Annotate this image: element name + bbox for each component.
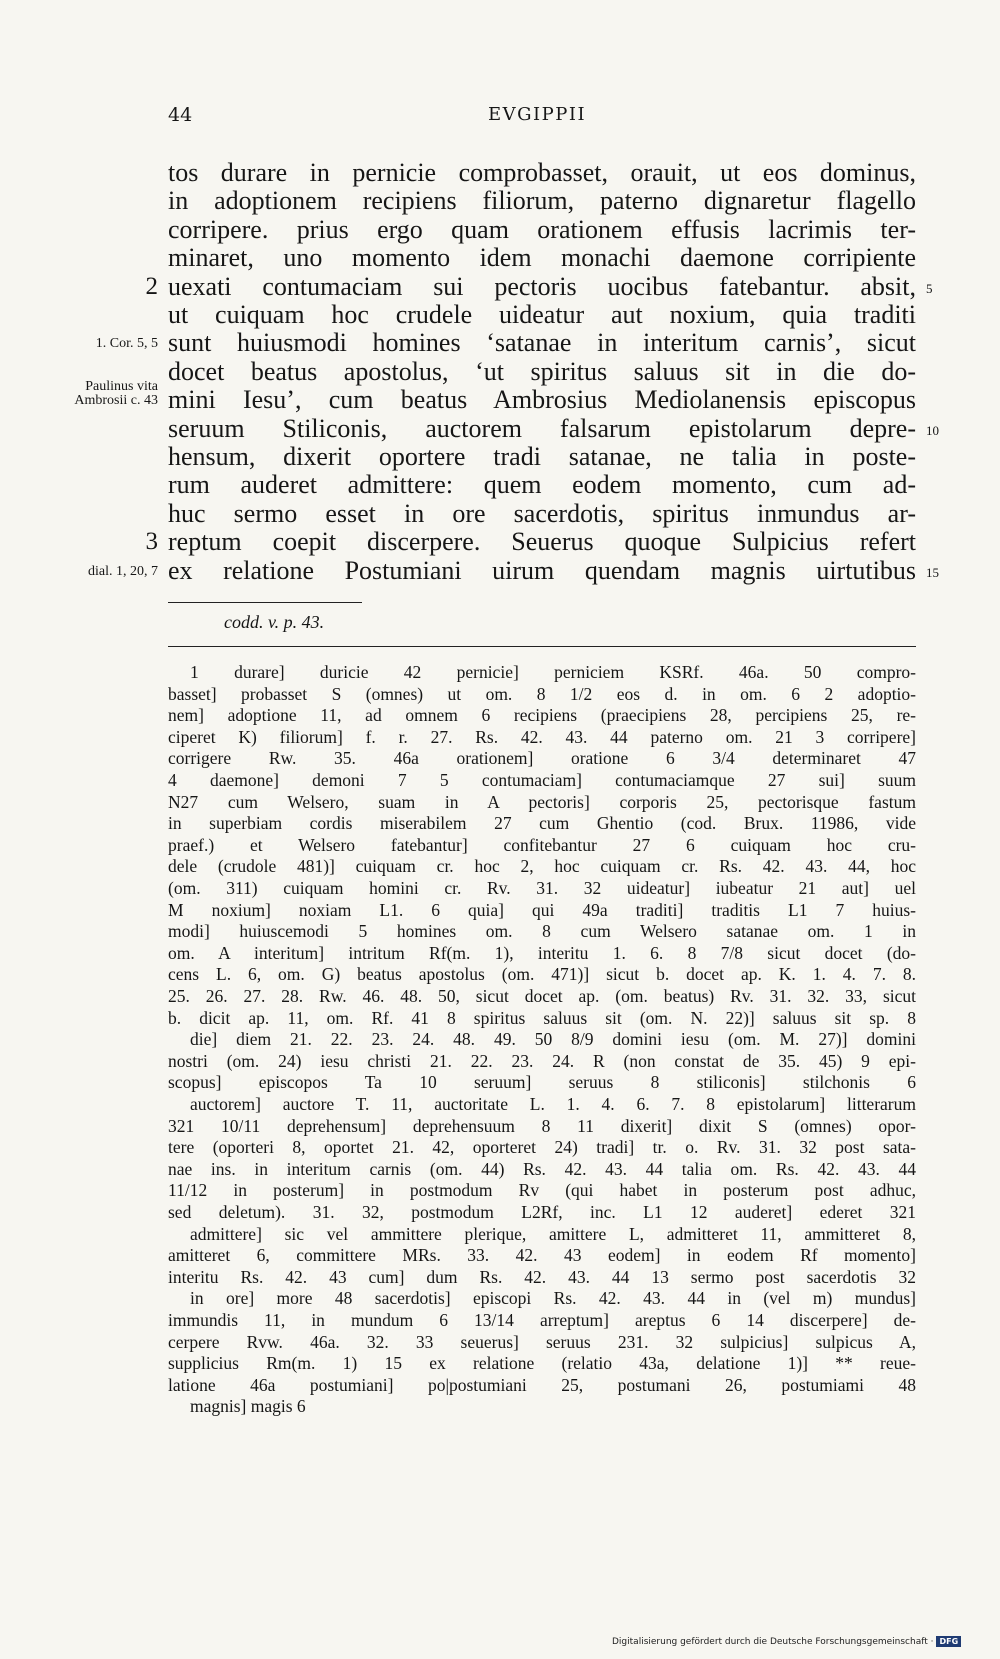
apparatus-line: 25. 26. 27. 28. Rw. 46. 48. 50, sicut docet ap. (om. beatus) Rv. 31. 32. 33, sicut [168,986,916,1006]
apparatus-line: M noxium] noxiam L1. 6 quia] qui 49a traditi] traditis L1 7 huius- [168,899,916,920]
apparatus-line: nae ins. in interitum carnis (om. 44) Rs. 42. 43. 44 talia om. Rs. 42. 43. 44 [168,1158,916,1179]
line-text: mini Iesu’, cum beatus Ambrosius Mediolanensis episcopus [168,385,916,415]
apparatus-line: die] diem 21. 22. 23. 24. 48. 49. 50 8/9 domini iesu (om. M. 27)] domini [190,1029,916,1050]
margin-reference: Paulinus vita Ambrosii c. 43 [74,379,158,409]
page-header [0,104,1000,134]
text-line [0,273,1000,301]
apparatus-line: 4 daemone] demoni 7 5 contumaciam] contumaciamque 27 sui] suum [168,770,916,790]
text-line [0,443,1000,471]
line-text: tos durare in pernicie comprobasset, orauit, ut eos dominus, [168,158,916,187]
apparatus-line: magnis] magis 6 [190,1396,306,1417]
apparatus-line: cens L. 6, om. G) beatus apostolus (om. 471)] sicut b. docet ap. K. 1. 4. 7. 8. [168,964,916,985]
line-text: corripere. prius ergo quam orationem effusis lacrimis ter- [168,214,916,244]
credit-text: Digitalisierung gefördert durch die Deutsche Forschungsgemeinschaft · [612,1636,934,1647]
apparatus-line: tere (oporteri 8, oportet 21. 42, oporteret 24) tradi] tr. o. Rv. 31. 32 post sata- [168,1137,916,1158]
chapter-number: 3 [145,528,158,556]
text-line [0,301,1000,329]
divider-long [168,646,916,647]
apparatus-line: praef.) et Welsero fatebantur] confitebantur 27 6 cuiquam hoc cru- [168,834,916,855]
line-text: uexati contumaciam sui pectoris uocibus fatebantur. absit, [168,271,916,301]
apparatus-line: in superbiam cordis miserabilem 27 cum Ghentio (cod. Brux. 11986, vide [168,813,916,834]
text-line [0,528,1000,556]
line-number: 5 [926,280,933,296]
apparatus-line: corrigere Rw. 35. 46a orationem] oratione 6 3/4 determinaret 47 [168,748,916,769]
apparatus-line: modi] huiuscemodi 5 homines om. 8 cum Welsero satanae om. 1 in [168,921,916,942]
divider-short [168,602,362,603]
apparatus-line: cerpere Rvw. 46a. 32. 33 seuerus] seruus 231. 32 sulpicius] sulpicus A, [168,1331,916,1352]
line-text: minaret, uno momento idem monachi daemone corripiente [168,243,916,273]
apparatus-line: supplicius Rm(m. 1) 15 ex relatione (relatio 43a, delatione 1)] ** reue- [168,1353,916,1374]
text-line [0,187,1000,215]
line-text: ex relatione Postumiani uirum quendam magnis uirtutibus [168,555,916,585]
apparatus-line: admittere] sic vel ammittere plerique, amittere L, admitteret 11, ammitteret 8, [190,1223,916,1244]
text-line [0,244,1000,272]
apparatus-line: latione 46a postumiani] po|postumiani 25, postumani 26, postumiami 48 [168,1374,916,1395]
text-line [0,471,1000,499]
apparatus-line: om. A interitum] intritum Rf(m. 1), interitu 1. 6. 8 7/8 sicut docet (do- [168,942,916,963]
text-line [0,500,1000,528]
margin-reference: dial. 1, 20, 7 [88,563,158,579]
text-line [0,415,1000,443]
apparatus-line: dele (crudole 481)] cuiquam cr. hoc 2, hoc cuiquam cr. Rs. 42. 43. 44, hoc [168,856,916,877]
text-line [0,379,1000,415]
chapter-number: 2 [145,272,158,300]
page-number: 44 [168,104,193,126]
text-line [0,216,1000,244]
apparatus-line: N27 cum Welsero, suam in A pectoris] corporis 25, pectorisque fastum [168,791,916,812]
apparatus-line: scopus] episcopos Ta 10 seruum] seruus 8 stiliconis] stilchonis 6 [168,1072,916,1093]
line-text: huc sermo esset in ore sacerdotis, spiritus inmundus ar- [168,498,916,528]
dfg-logo-icon: DFG [936,1636,961,1647]
text-line [0,159,1000,187]
line-text: sunt huiusmodi homines ‘satanae in interitum carnis’, sicut [168,328,916,358]
running-title: EVGIPPII [488,104,587,125]
apparatus-line: 11/12 in posterum] in postmodum Rv (qui habet in posterum post adhuc, [168,1180,916,1201]
apparatus-line: amitteret 6, committere MRs. 33. 42. 43 eodem] in eodem Rf momento] [168,1245,916,1266]
apparatus-line: 1 durare] duricie 42 pernicie] perniciem KSRf. 46a. 50 compro- [190,662,916,682]
line-text: rum auderet admittere: quem eodem momento, cum ad- [168,470,916,500]
apparatus-line: nostri (om. 24) iesu christi 21. 22. 23. 24. R (non constat de 35. 45) 9 epi- [168,1050,916,1071]
apparatus-line: (om. 311) cuiquam homini cr. Rv. 31. 32 uideatur] iubeatur 21 aut] uel [168,878,916,898]
line-text: seruum Stiliconis, auctorem falsarum epistolarum depre- [168,413,916,443]
apparatus-line: interitu Rs. 42. 43 cum] dum Rs. 42. 43. 44 13 sermo post sacerdotis 32 [168,1266,916,1287]
line-number: 10 [926,422,939,438]
apparatus-line: immundis 11, in mundum 6 13/14 arreptum] areptus 6 14 discerpere] de- [168,1310,916,1330]
apparatus-line: basset] probasset S (omnes) ut om. 8 1/2 eos d. in om. 6 2 adoptio- [168,683,916,704]
apparatus-line: in ore] more 48 sacerdotis] episcopi Rs. 42. 43. 44 in (vel m) mundus] [190,1288,916,1309]
apparatus-line: auctorem] auctore T. 11, auctoritate L. 1. 4. 6. 7. 8 epistolarum] litterarum [190,1094,916,1114]
line-number: 15 [926,564,939,580]
line-text: in adoptionem recipiens filiorum, paterno dignaretur flagello [168,186,916,216]
codices-note: codd. v. p. 43. [224,612,325,632]
apparatus-line: 321 10/11 deprehensum] deprehensuum 8 11 dixerit] dixit S (omnes) opor- [168,1115,916,1136]
apparatus-line: sed deletum). 31. 32, postmodum L2Rf, inc. L1 12 auderet] ederet 321 [168,1202,916,1222]
apparatus-line: nem] adoptione 11, ad omnem 6 recipiens (praecipiens 28, percipiens 25, re- [168,705,916,726]
digitization-credit [612,1636,961,1647]
margin-reference: 1. Cor. 5, 5 [95,336,158,352]
text-line [0,557,1000,585]
text-line [0,329,1000,357]
apparatus-line: b. dicit ap. 11, om. Rf. 41 8 spiritus saluus sit (om. N. 22)] saluus sit sp. 8 [168,1007,916,1028]
line-text: docet beatus apostolus, ‘ut spiritus saluus sit in die do- [168,356,916,386]
line-text: hensum, dixerit oportere tradi satanae, ne talia in poste- [168,442,916,471]
line-text: reptum coepit discerpere. Seuerus quoque Sulpicius refert [168,527,916,557]
line-text: ut cuiquam hoc crudele uideatur aut noxium, quia traditi [168,300,916,329]
apparatus-line: ciperet K) filiorum] f. r. 27. Rs. 42. 43. 44 paterno om. 21 3 corripere] [168,726,916,747]
